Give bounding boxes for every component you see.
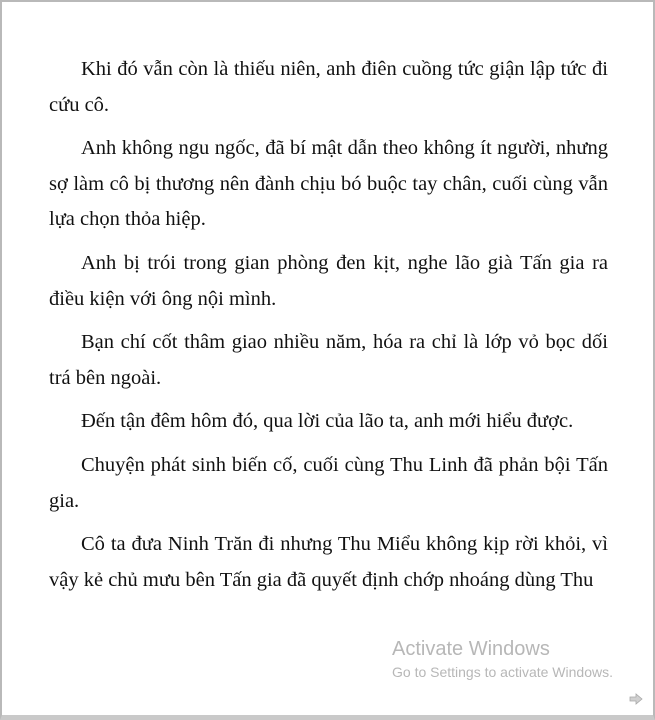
document-page bbox=[2, 2, 653, 715]
paragraph-4: Bạn chí cốt thâm giao nhiều năm, hóa ra chỉ là lớp vỏ bọc dối trá bên ngoài. bbox=[49, 331, 608, 389]
watermark-title: Activate Windows bbox=[392, 638, 550, 660]
paragraph-7: Cô ta đưa Ninh Trăn đi nhưng Thu Miểu không kịp rời khỏi, vì vậy kẻ chủ mưu bên Tấn gia đã quyết định chớp nhoáng dùng Thu bbox=[49, 533, 608, 591]
paragraph-2: Anh không ngu ngốc, đã bí mật dẫn theo không ít người, nhưng sợ làm cô bị thương nên đành chịu bó buộc tay chân, cuối cùng vẫn lựa chọn thỏa hiệp. bbox=[49, 137, 608, 231]
activate-windows-watermark bbox=[392, 636, 613, 682]
paragraph-6: Chuyện phát sinh biến cố, cuối cùng Thu Linh đã phản bội Tấn gia. bbox=[49, 453, 608, 512]
watermark-subtitle: Go to Settings to activate Windows. bbox=[392, 664, 613, 680]
document-text bbox=[49, 52, 608, 606]
resize-arrow-icon bbox=[629, 693, 643, 705]
paragraph-3: Anh bị trói trong gian phòng đen kịt, nghe lão già Tấn gia ra điều kiện với ông nội mình. bbox=[49, 251, 608, 310]
paragraph-5: Đến tận đêm hôm đó, qua lời của lão ta, anh mới hiểu được. bbox=[81, 410, 574, 433]
paragraph-1: Khi đó vẫn còn là thiếu niên, anh điên cuồng tức giận lập tức đi cứu cô. bbox=[49, 58, 608, 116]
